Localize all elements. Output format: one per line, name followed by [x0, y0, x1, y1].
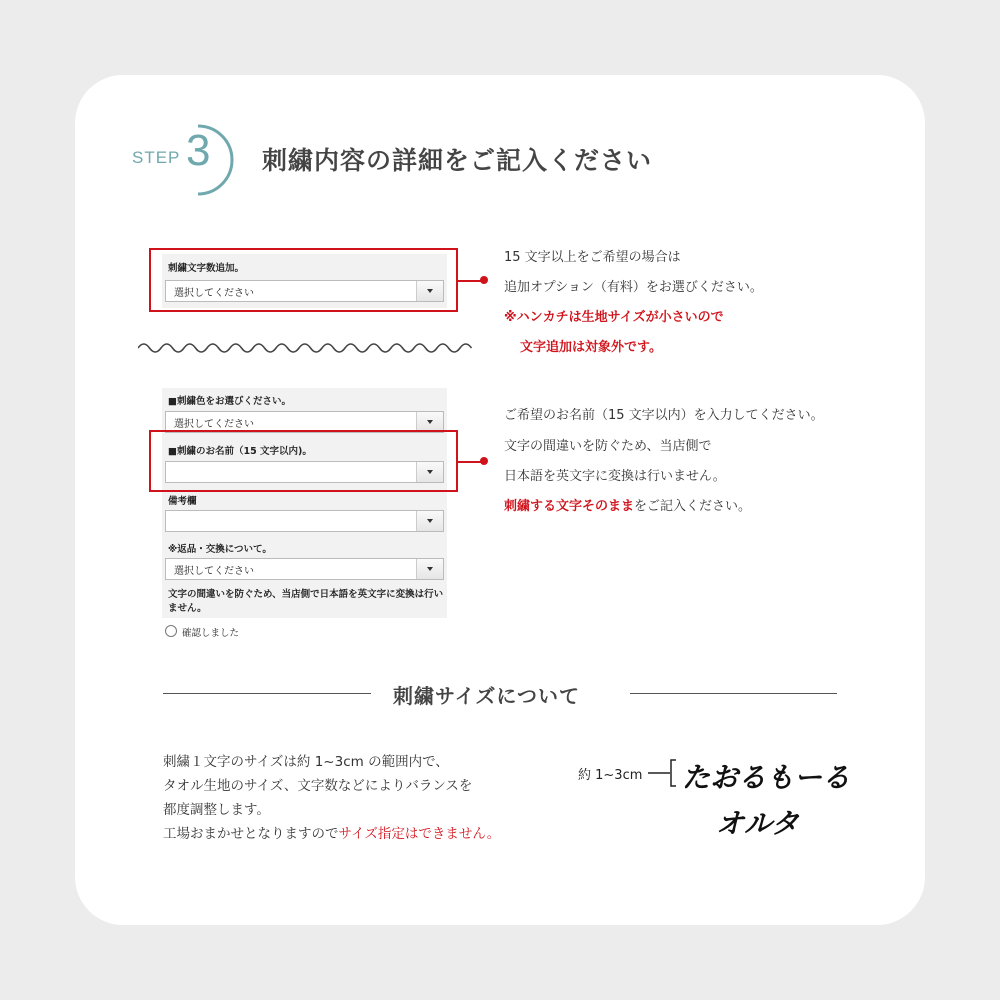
wave-divider	[138, 340, 472, 356]
step-title: 刺繍内容の詳細をご記入ください	[262, 146, 653, 175]
size-bracket-icon	[648, 758, 678, 788]
heading-rule-left	[163, 693, 371, 694]
select-text-count-value: 選択してください	[174, 287, 254, 299]
note-top-line2: 追加オプション（有料）をお選びください。	[504, 280, 763, 295]
chevron-down-icon[interactable]	[416, 511, 443, 531]
field-label-remarks: 備考欄	[168, 496, 197, 507]
notice-text: 文字の間違いを防ぐため、当店側で日本語を英文字に変換は行いません。	[168, 589, 444, 614]
note-bottom-line3: 日本語を英文字に変換は行いません。	[504, 469, 726, 484]
note-top-line1: 15 文字以上をご希望の場合は	[504, 250, 681, 265]
note-top-warning2: 文字追加は対象外です。	[520, 340, 662, 355]
field-label-name: ■刺繍のお名前（15 文字以内)。	[168, 446, 312, 457]
pointer-dot-top	[480, 276, 488, 284]
highlight-box-top	[149, 248, 458, 312]
chevron-down-icon[interactable]	[416, 559, 443, 579]
confirm-radio[interactable]	[165, 625, 177, 637]
select-color-value: 選択してください	[174, 418, 254, 430]
note-bottom-line4	[504, 492, 751, 522]
size-text-line1: 刺繍１文字のサイズは約 1~3cm の範囲内で、	[163, 754, 449, 770]
step-number: 3	[186, 126, 211, 175]
size-section-heading: 刺繍サイズについて	[393, 684, 580, 708]
field-label-color: ■刺繍色をお選びください。	[168, 396, 291, 407]
select-returns-value: 選択してください	[174, 565, 254, 577]
size-text-line3: 都度調整します。	[163, 802, 270, 818]
size-range-label: 約 1~3cm	[578, 768, 643, 783]
size-text-line4-red: サイズ指定はできません。	[338, 826, 501, 842]
embroidery-sample-line2: オルタ	[716, 807, 799, 840]
note-bottom-line1: ご希望のお名前（15 文字以内）を入力してください。	[504, 408, 824, 423]
note-bottom-line4-red: 刺繍する文字そのまま	[504, 499, 635, 514]
note-top-warning1: ※ハンカチは生地サイズが小さいので	[504, 310, 724, 325]
confirm-label: 確認しました	[182, 628, 240, 639]
input-remarks[interactable]	[165, 510, 444, 532]
size-text-line4-prefix: 工場おまかせとなりますので	[163, 826, 339, 842]
embroidery-sample-line1: たおるもーる	[682, 761, 851, 794]
heading-rule-right	[630, 693, 837, 694]
note-bottom-line4-rest: をご記入ください。	[634, 499, 752, 514]
highlight-box-name	[149, 430, 458, 492]
field-label-returns: ※返品・交換について。	[168, 544, 272, 555]
select-returns[interactable]	[165, 558, 444, 580]
field-label-text-count: 刺繍文字数追加。	[168, 263, 245, 274]
size-text-line2: タオル生地のサイズ、文字数などによりバランスを	[163, 778, 473, 794]
chevron-down-icon[interactable]	[416, 412, 443, 432]
note-bottom-line2: 文字の間違いを防ぐため、当店側で	[504, 439, 712, 454]
step-label: STEP	[132, 148, 181, 167]
pointer-dot-bottom	[480, 457, 488, 465]
size-text-line4	[163, 822, 500, 846]
